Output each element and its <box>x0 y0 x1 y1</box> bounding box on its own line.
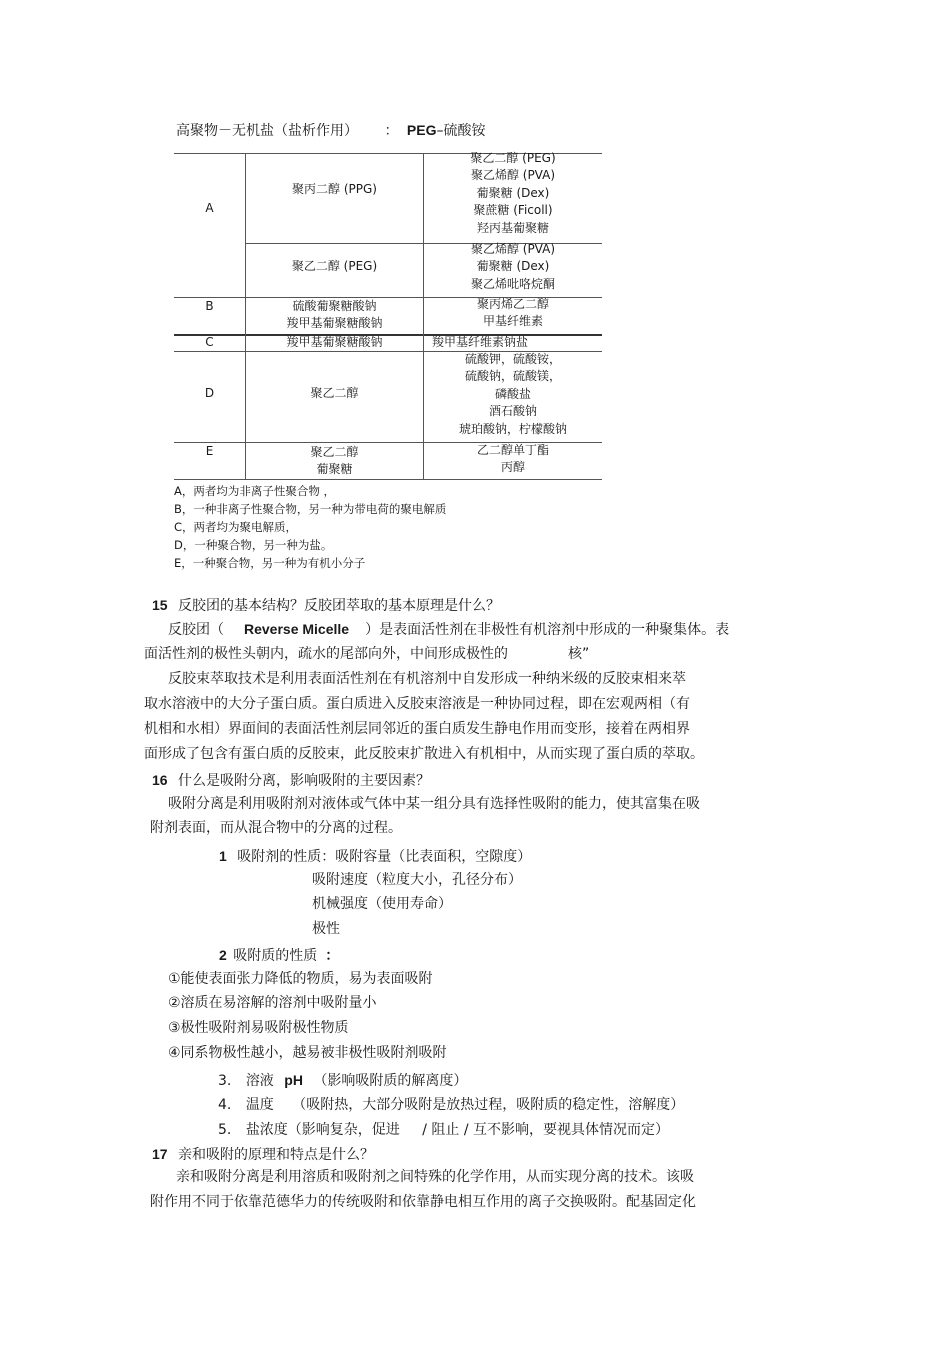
q15-para2-line2: 取水溶液中的大分子蛋白质。蛋白质进入反胶束溶液是一种协同过程，即在宏观两相（有 <box>144 696 690 712</box>
table-caption <box>176 120 485 141</box>
reverse-micelle-term: Reverse Micelle <box>244 621 350 637</box>
row-label-a: A <box>205 201 214 215</box>
q15-heading <box>152 595 500 616</box>
q15-number: 15 <box>152 597 168 613</box>
q17-number: 17 <box>152 1146 168 1162</box>
q15-para2-line3: 机相和水相）界面间的表面活性剂层同邻近的蛋白质发生静电作用而变形，接着在两相界 <box>144 721 690 737</box>
factor-2: 2 吸附质的性质 ： <box>219 947 340 964</box>
row-b-left: 硫酸葡聚糖酸钠 羧甲基葡聚糖酸钠 <box>286 299 383 331</box>
factor-4: 4. 温度 （吸附热，大部分吸附是放热过程，吸附质的稳定性，溶解度） <box>218 1097 685 1113</box>
factor-3: 3. 溶液 pH （影响吸附质的解离度） <box>218 1072 468 1089</box>
factor-1: 1 吸附剂的性质：吸附容量（比表面积，空隙度） <box>219 848 532 865</box>
q16-intro-line2: 附剂表面，而从混合物中的分离的过程。 <box>150 820 402 836</box>
row-label-b: B <box>205 299 214 313</box>
factor-1-item-1: 吸附速度（粒度大小，孔径分布） <box>312 872 522 888</box>
row-c-left: 羧甲基葡聚糖酸钠 <box>286 335 383 349</box>
note-e: E，一种聚合物，另一种为有机小分子 <box>174 556 366 570</box>
note-c: C，两者均为聚电解质， <box>174 520 298 534</box>
caption-text: 高聚物－无机盐（盐析作用） <box>176 123 358 139</box>
q15-para1-line1: 反胶团（ Reverse Micelle ）是表面活性剂在非极性有机溶剂中形成的一种聚集体。表 <box>168 621 730 638</box>
factor-5: 5. 盐浓度（影响复杂，促进 / 阻止 / 互不影响，要视具体情况而定） <box>218 1122 670 1138</box>
note-d: D，一种聚合物，另一种为盐。 <box>174 538 333 552</box>
caption-colon: ： <box>384 123 399 139</box>
factor-2-item-2: ②溶质在易溶解的溶剂中吸附量小 <box>168 995 377 1011</box>
table-rule-bottom <box>174 479 602 480</box>
table-notes <box>174 482 446 572</box>
q16-number: 16 <box>152 772 168 788</box>
q17-title: 亲和吸附的原理和特点是什么？ <box>178 1147 375 1163</box>
row-label-e: E <box>205 444 214 458</box>
caption-suffix: –硫酸铵 <box>436 123 486 139</box>
factor-2-item-4: ④同系物极性越小，越易被非极性吸附剂吸附 <box>168 1045 447 1061</box>
row-d-right: 硫酸钾，硫酸铵， 硫酸钠，硫酸镁， 磷酸盐 酒石酸钠 琥珀酸钠，柠檬酸钠 <box>458 352 567 436</box>
row-a2-right: 聚乙烯醇 (PVA) 葡聚糖 (Dex) 聚乙烯吡咯烷酮 <box>470 242 556 291</box>
q15-para1-line2: 面活性剂的极性头朝内，疏水的尾部向外，中间形成极性的 核” <box>144 646 590 662</box>
row-d-left: 聚乙二醇 <box>310 386 359 400</box>
row-label-c: C <box>205 335 214 349</box>
q15-para2-line4: 面形成了包含有蛋白质的反胶束，此反胶束扩散进入有机相中，从而实现了蛋白质的萃取。 <box>144 746 704 762</box>
q17-para-line1: 亲和吸附分离是利用溶质和吸附剂之间特殊的化学作用，从而实现分离的技术。该吸 <box>176 1169 694 1185</box>
note-a: A，两者均为非离子性聚合物 ， <box>174 484 336 498</box>
row-e-right: 乙二醇单丁酯 丙醇 <box>476 443 549 475</box>
q16-heading <box>152 770 430 791</box>
row-label-d: D <box>204 386 215 400</box>
row-e-left: 聚乙二醇 葡聚糖 <box>310 445 359 477</box>
q16-intro-line1: 吸附分离是利用吸附剂对液体或气体中某一组分具有选择性吸附的能力，使其富集在吸 <box>168 796 700 812</box>
q16-title: 什么是吸附分离，影响吸附的主要因素？ <box>178 773 431 789</box>
q17-para-line2: 附作用不同于依靠范德华力的传统吸附和依靠静电相互作用的离子交换吸附。配基固定化 <box>150 1194 696 1210</box>
row-a1-left: 聚丙二醇 (PPG) <box>292 182 377 196</box>
aqueous-two-phase-table <box>174 153 602 480</box>
caption-bold: PEG <box>406 122 437 138</box>
note-b: B，一种非离子性聚合物，另一种为带电荷的聚电解质 <box>174 502 447 516</box>
q15-title: 反胶团的基本结构？反胶团萃取的基本原理是什么？ <box>178 598 501 614</box>
factor-1-item-2: 机械强度（使用寿命） <box>312 896 452 912</box>
row-c-right: 羧甲基纤维素钠盐 <box>432 335 529 349</box>
factor-2-item-1: ①能使表面张力降低的物质，易为表面吸附 <box>168 971 433 987</box>
factor-2-item-3: ③极性吸附剂易吸附极性物质 <box>168 1020 349 1036</box>
row-a1-right: 聚乙二醇 (PEG) 聚乙烯醇 (PVA) 葡聚糖 (Dex) 聚蔗糖 (Ficoll) 羟丙基葡聚糖 <box>470 151 556 235</box>
row-a2-left: 聚乙二醇 (PEG) <box>291 259 378 273</box>
q15-para2-line1: 反胶束萃取技术是利用表面活性剂在有机溶剂中自发形成一种纳米级的反胶束相来萃 <box>168 671 686 687</box>
row-b-right: 聚丙烯乙二醇 甲基纤维素 <box>476 297 549 329</box>
q17-heading <box>152 1144 374 1165</box>
factor-1-item-3: 极性 <box>312 921 340 937</box>
